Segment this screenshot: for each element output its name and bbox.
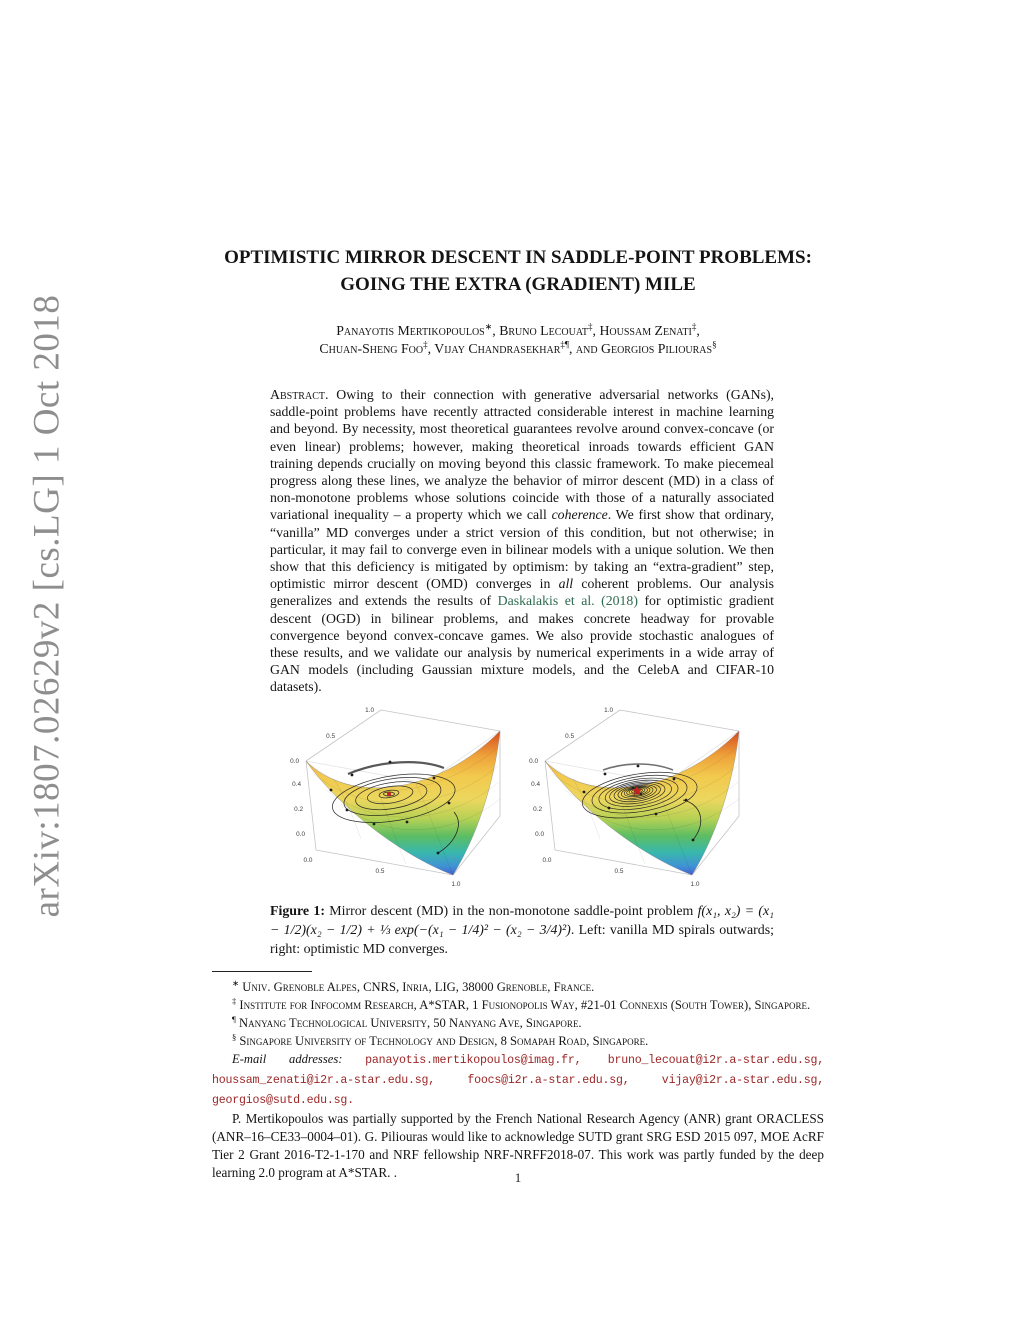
citation-link-daskalakis[interactable]: Daskalakis et al. (2018) xyxy=(497,593,638,609)
svg-text:0.0: 0.0 xyxy=(542,856,552,864)
footnote-affiliation xyxy=(212,978,824,996)
svg-text:1.0: 1.0 xyxy=(690,880,700,888)
figure-caption-text: Mirror descent (MD) in the non-monotone saddle-point problem xyxy=(324,903,698,919)
abstract-text: for optimistic gradient descent (OGD) in bilinear problems, and makes concrete headway for provable convergence beyond convex-concave games. We also provide stochastic analogues of these results, and we validate our analysis by numerical experiments in a wide array of GAN models (including Gaussian mixture models, and the CelebA and CIFAR-10 datasets). xyxy=(270,593,775,695)
svg-text:1.0: 1.0 xyxy=(365,706,374,714)
author-name: Georgios Piliouras xyxy=(601,341,713,356)
svg-text:1.0: 1.0 xyxy=(451,880,461,888)
abstract-text: coherent problems. Our analysis generalizes and extends the results of xyxy=(270,576,774,609)
footnote-text: Singapore University of Technology and Design, 8 Somapah Road, Singapore. xyxy=(239,1033,649,1048)
footnote-text: Institute for Infocomm Research, A*STAR, 1 Fusionopolis Way, #21-01 Connexis (South Tower), Singapore. xyxy=(239,997,811,1012)
svg-text:1.0: 1.0 xyxy=(604,706,613,714)
footnote-marker: § xyxy=(232,1031,237,1042)
author-name: Chuan-Sheng Foo xyxy=(319,341,424,356)
author-separator: , xyxy=(492,323,500,338)
abstract-all-emphasis: all xyxy=(558,576,574,592)
svg-text:0.2: 0.2 xyxy=(294,805,303,813)
abstract-label: Abstract. xyxy=(270,387,329,402)
acknowledgment-paragraph: P. Mertikopoulos was partially supported by the French National Research Agency (ANR) grant ORACLESS (ANR–16–CE33–0004–01). G. Piliouras would like to acknowledge SUTD grant SRG ESD 2015 097, MOE AcRF Tier 2 Grant 2016-T2-1-170 and NRF fellowship NRF-NRFF2018-07. This work was partly funded by the deep learning 2.0 program at A*STAR. . xyxy=(212,1110,824,1180)
saddle-point-marker xyxy=(387,792,391,796)
email-line xyxy=(212,1050,824,1110)
email-links[interactable]: panayotis.mertikopoulos@imag.fr, bruno_lecouat@i2r.a-star.edu.sg, houssam_zenati@i2r.a-star.edu.sg, foocs@i2r.a-star.edu.sg, vijay@i2r.a-star.edu.sg, georgios@sutd.edu.sg. xyxy=(212,1053,824,1107)
vanilla-md-3d-plot xyxy=(286,704,511,892)
footnote-rule xyxy=(212,971,312,972)
page-number: 1 xyxy=(514,1170,522,1185)
svg-text:0.2: 0.2 xyxy=(533,805,542,813)
abstract-text: Owing to their connection with generative adversarial networks (GANs), saddle-point problems have recently attracted considerable interest in machine learning and beyond. By necessity, most theoretical guarantees revolve around convex-concave (or even linear) problems; however, making theoretical inroads towards efficient GAN training depends crucially on moving beyond this classic framework. To make piecemeal progress along these lines, we analyze the behavior of mirror descent (MD) in a class of non-monotone problems whose solutions coincide with those of a naturally associated variational inequality – a property which we call xyxy=(270,387,774,523)
abstract-text: . We first show that ordinary, “vanilla” MD converges under a strict version of this condition, but not otherwise; in particular, it may fail to converge even in bilinear models with a unique solution. We then show that this deficiency is mitigated by optimism: by taking an “extra-gradient” step, optimistic mirror descent (OMD) converges in xyxy=(270,507,774,592)
optimistic-md-3d-plot xyxy=(525,704,750,892)
svg-text:0.4: 0.4 xyxy=(531,780,540,788)
author-marker: ∗ xyxy=(484,321,493,332)
author-marker: ‡ xyxy=(588,321,593,332)
footnote-text: Nanyang Technological University, 50 Nanyang Ave, Singapore. xyxy=(239,1015,582,1030)
author-separator: , xyxy=(696,323,700,338)
author-separator: , xyxy=(427,341,435,356)
svg-text:0.5: 0.5 xyxy=(565,732,574,740)
svg-text:0.0: 0.0 xyxy=(303,856,313,864)
author-marker: ‡ xyxy=(423,339,428,350)
author-marker: ‡¶ xyxy=(560,339,569,350)
author-list xyxy=(212,322,824,358)
author-name: Bruno Lecouat xyxy=(499,323,589,338)
svg-text:0.0: 0.0 xyxy=(529,757,538,765)
dense-trajectory-band xyxy=(348,762,444,774)
figure-1-caption xyxy=(270,902,774,959)
figure-caption-text: . Left: vanilla MD spirals outwards; right: optimistic MD converges. xyxy=(270,922,774,957)
author-name: Houssam Zenati xyxy=(599,323,692,338)
author-separator: , xyxy=(592,323,600,338)
footnote-affiliation xyxy=(212,996,824,1014)
paper-title-line2: GOING THE EXTRA (GRADIENT) MILE xyxy=(340,274,696,295)
author-line-2 xyxy=(212,340,824,358)
svg-text:0.5: 0.5 xyxy=(375,867,385,875)
footnote-text: Univ. Grenoble Alpes, CNRS, Inria, LIG, 38000 Grenoble, France. xyxy=(242,979,595,994)
footnote-marker: ¶ xyxy=(232,1013,236,1024)
figure-1-row xyxy=(212,704,824,892)
paper-title-line1: OPTIMISTIC MIRROR DESCENT IN SADDLE-POINT PROBLEMS: xyxy=(224,247,812,268)
author-line-1 xyxy=(212,322,824,340)
footnote-block xyxy=(212,971,824,1182)
footnote-marker: ‡ xyxy=(232,995,237,1006)
figure-caption-formula: f(x₁, x₂) = (x₁ − 1/2)(x₂ − 1/2) + ⅓ exp(−(x₁ − 1/4)² − (x₂ − 3/4)²) xyxy=(270,903,774,938)
footnote-affiliation xyxy=(212,1014,824,1032)
svg-text:0.0: 0.0 xyxy=(296,830,305,838)
author-marker: ‡ xyxy=(691,321,697,332)
svg-text:0.0: 0.0 xyxy=(535,830,544,838)
svg-text:0.4: 0.4 xyxy=(292,780,301,788)
footnote-marker: ∗ xyxy=(232,977,240,988)
figure-caption-label: Figure 1: xyxy=(270,903,325,919)
svg-text:0.5: 0.5 xyxy=(614,867,624,875)
svg-text:0.0: 0.0 xyxy=(290,757,299,765)
arxiv-stamp: arXiv:1807.02629v2 [cs.LG] 1 Oct 2018 xyxy=(26,294,68,918)
email-label: E-mail addresses: xyxy=(232,1051,343,1066)
paper-content xyxy=(212,0,824,1185)
paper-title xyxy=(212,244,824,298)
author-name: Vijay Chandrasekhar xyxy=(434,341,561,356)
author-name: Panayotis Mertikopoulos xyxy=(336,323,485,338)
author-separator: , and xyxy=(568,341,601,356)
svg-text:0.5: 0.5 xyxy=(326,732,335,740)
abstract-coherence-term: coherence xyxy=(551,507,608,523)
footnote-affiliation xyxy=(212,1032,824,1050)
author-marker: § xyxy=(712,339,717,350)
abstract-paragraph xyxy=(270,386,774,696)
